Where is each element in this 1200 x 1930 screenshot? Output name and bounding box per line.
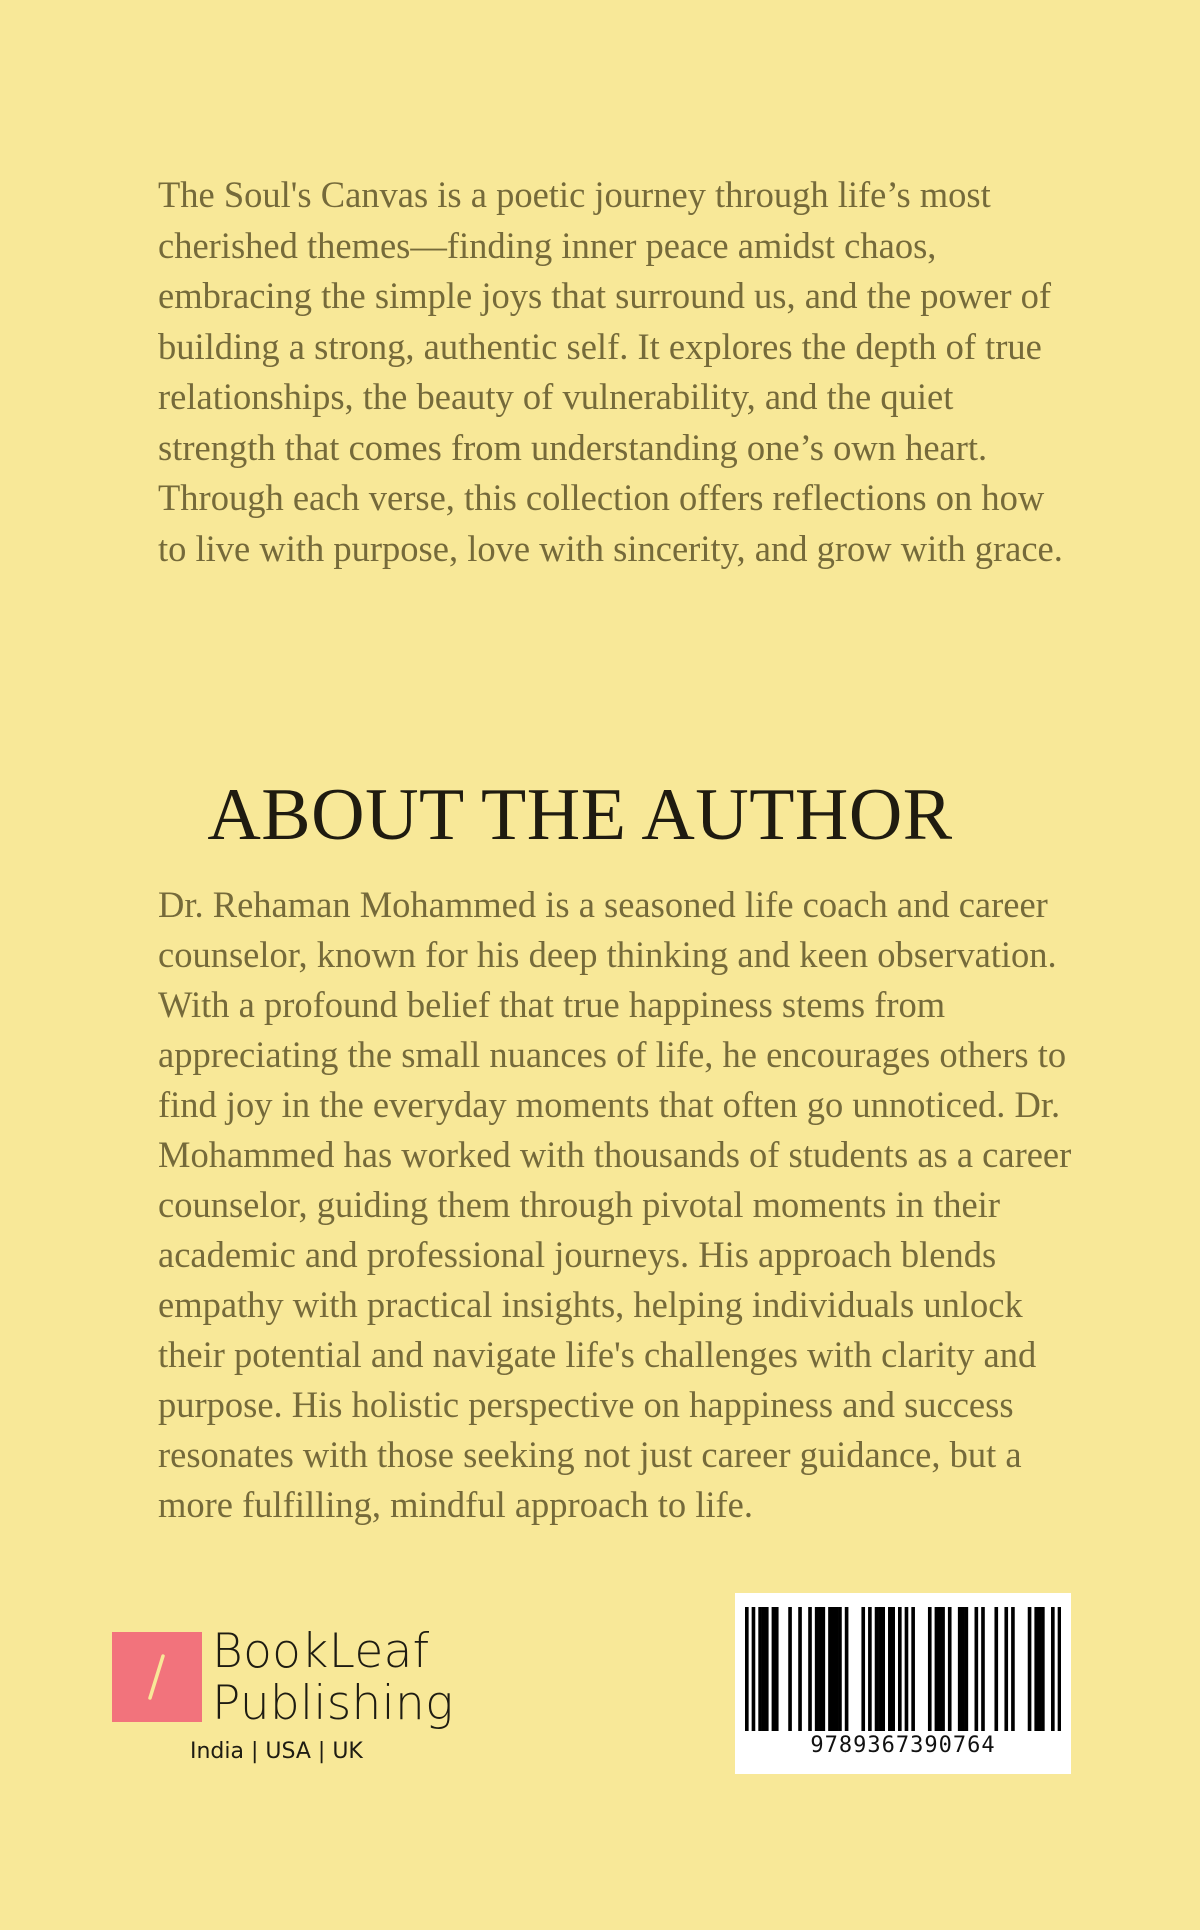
publisher-logo [112,1626,452,1766]
publisher-name [212,1626,454,1730]
barcode-bar [752,1607,756,1731]
barcode-bar [898,1607,902,1731]
barcode-bar [745,1607,749,1731]
barcode-bar [762,1607,766,1731]
barcode-bar [818,1607,822,1731]
barcode-bar [835,1607,839,1731]
barcode-bar [948,1607,952,1731]
barcode-bar [1051,1607,1055,1731]
barcode-bar [772,1607,776,1731]
barcode-bar [911,1607,915,1731]
barcode-bar [838,1607,842,1731]
barcode-bar [888,1607,892,1731]
publisher-logo-mark [112,1632,202,1722]
isbn-barcode [735,1593,1071,1774]
barcode-bar [1041,1607,1045,1731]
barcode-bar [1028,1607,1032,1731]
barcode-bar [981,1607,985,1731]
barcode-bar [994,1607,998,1731]
barcode-bar [935,1607,939,1731]
barcode-bar [928,1607,932,1731]
barcode-bar [905,1607,909,1731]
barcode-bar [1011,1607,1015,1731]
barcode-bar [861,1607,865,1731]
barcode-bar [868,1607,872,1731]
barcode-bar [775,1607,779,1731]
barcode-bar [831,1607,835,1731]
barcode-bar [815,1607,819,1731]
barcode-bar [822,1607,826,1731]
barcode-bar [758,1607,762,1731]
barcode-bar [1034,1607,1038,1731]
barcode-bar [891,1607,895,1731]
barcode-bar [938,1607,942,1731]
publisher-name-line2: Publishing [212,1676,454,1731]
publisher-regions: India | USA | UK [190,1739,363,1764]
barcode-bar [845,1607,849,1731]
barcode-bar [975,1607,979,1731]
barcode-bar [808,1607,812,1731]
barcode-bar [965,1607,969,1731]
barcode-bar [878,1607,882,1731]
author-bio: Dr. Rehaman Mohammed is a seasoned life coach and career counselor, known for his deep thinking and keen observation. With a profound belief that true happiness stems from appreciating the small nuances of life, he encourages others to find joy in the everyday moments that often go unnoticed. Dr. Mohammed has worked with thousands of students as a career counselor, guiding them through pivotal moments in their academic and professional journeys. His approach blends empathy with practical insights, helping individuals unlock their potential and navigate life's challenges with clarity and purpose. His holistic perspective on happiness and success resonates with those seeking not just career guidance, but a more fulfilling, mindful approach to life. [158,884,1072,1525]
barcode-bar [941,1607,945,1731]
barcode-bar [1038,1607,1042,1731]
slash-icon [112,1632,202,1722]
about-author-heading: ABOUT THE AUTHOR [207,774,953,856]
isbn-number: 9789367390764 [810,1733,996,1758]
barcode-bar [961,1607,965,1731]
book-blurb: The Soul's Canvas is a poetic journey through life’s most cherished themes—finding inner peace amidst chaos, embracing the simple joys that surround us, and the power of building a strong, authentic self. It explores the depth of true relationships, the beauty of vulnerability, and the quiet strength that comes from understanding one’s own heart. Through each verse, this collection offers reflections on how to live with purpose, love with sincerity, and grow with grace. [158,174,1063,569]
barcode-bar [765,1607,769,1731]
barcode-bar [881,1607,885,1731]
barcode-bar [798,1607,802,1731]
publisher-name-line1: BookLeaf [212,1624,430,1679]
barcode-bar [1058,1607,1061,1731]
barcode-bar [1004,1607,1008,1731]
barcode-bar [875,1607,879,1731]
barcode-bars [745,1607,1061,1731]
barcode-bar [958,1607,962,1731]
barcode-bar [828,1607,832,1731]
barcode-bar [788,1607,792,1731]
